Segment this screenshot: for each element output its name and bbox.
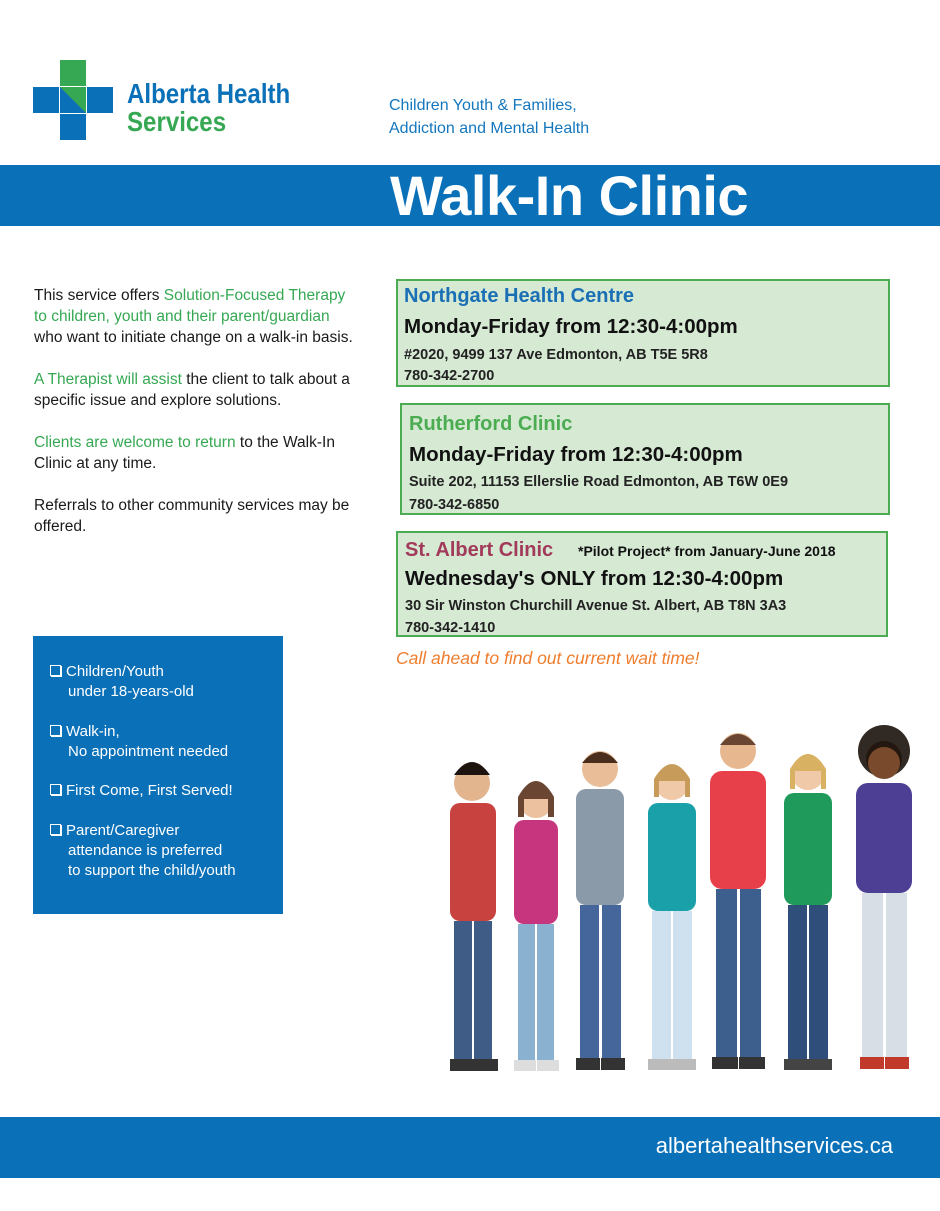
department-line2: Addiction and Mental Health xyxy=(389,120,590,137)
person-figure xyxy=(576,751,625,1070)
feature-line: Parent/Caregiver xyxy=(66,822,180,839)
intro-paragraph-2 xyxy=(34,369,354,411)
feature-line: Children/Youth xyxy=(66,663,164,680)
department-name xyxy=(389,94,589,140)
clinic-address: 30 Sir Winston Churchill Avenue St. Albert, AB T8N 3A3 xyxy=(405,598,787,614)
intro-p2-text: the client to talk about a specific issue and explore solutions. xyxy=(34,371,350,409)
department-line1: Children Youth & Families, xyxy=(389,97,577,114)
person-figure xyxy=(784,754,832,1070)
clinic-name: St. Albert Clinic xyxy=(405,539,554,561)
feature-line: No appointment needed xyxy=(68,743,229,760)
group-of-youth-image xyxy=(410,725,935,1080)
clinic-northgate xyxy=(396,279,890,387)
logo-wordmark xyxy=(127,80,290,136)
feature-item xyxy=(50,722,275,762)
feature-line: under 18-years-old xyxy=(68,683,194,700)
call-ahead-note: Call ahead to find out current wait time! xyxy=(396,648,700,668)
person-figure xyxy=(648,764,696,1070)
intro-p3-text: to the Walk-In Clinic at any time. xyxy=(34,434,335,472)
feature-line: to support the child/youth xyxy=(68,862,236,879)
logo-line1: Alberta Health xyxy=(127,78,291,109)
feature-item xyxy=(50,821,275,881)
intro-p1-highlight: Solution-Focused Therapy to children, youth and their parent/guardian xyxy=(34,287,346,325)
clinic-hours: Wednesday's ONLY from 12:30-4:00pm xyxy=(405,567,784,590)
clinic-address: #2020, 9499 137 Ave Edmonton, AB T5E 5R8 xyxy=(404,347,708,363)
clinic-hours: Monday-Friday from 12:30-4:00pm xyxy=(409,443,743,466)
feature-line: First Come, First Served! xyxy=(66,782,233,799)
person-figure xyxy=(856,725,912,1069)
clinic-phone[interactable]: 780-342-2700 xyxy=(404,368,495,384)
logo-line2: Services xyxy=(127,106,227,137)
checkbox-icon xyxy=(50,784,61,795)
features-box xyxy=(33,636,283,914)
clinic-note: *Pilot Project* from January-June 2018 xyxy=(578,543,836,559)
clinic-hours: Monday-Friday from 12:30-4:00pm xyxy=(404,315,738,338)
person-figure xyxy=(514,781,559,1071)
clinic-phone[interactable]: 780-342-1410 xyxy=(405,620,496,636)
feature-item xyxy=(50,662,275,702)
feature-line: attendance is preferred xyxy=(68,842,223,859)
page-title: Walk-In Clinic xyxy=(390,164,749,227)
intro-p2-highlight: A Therapist will assist xyxy=(34,371,182,388)
website-link[interactable]: albertahealthservices.ca xyxy=(655,1133,893,1158)
person-figure xyxy=(710,733,766,1069)
clinic-st-albert xyxy=(396,531,888,637)
alberta-health-cross-icon xyxy=(33,60,114,140)
checkbox-icon xyxy=(50,665,61,676)
feature-line: Walk-in, xyxy=(66,723,120,740)
intro-paragraph-3 xyxy=(34,432,354,474)
intro-p1-text-end: who want to initiate change on a walk-in basis. xyxy=(34,329,353,346)
clinic-name: Rutherford Clinic xyxy=(409,413,573,435)
checkbox-icon xyxy=(50,824,61,835)
person-figure xyxy=(450,762,498,1071)
intro-text xyxy=(34,285,354,558)
intro-paragraph-1 xyxy=(34,285,354,348)
intro-p3-highlight: Clients are welcome to return xyxy=(34,434,236,451)
clinic-rutherford xyxy=(400,403,890,515)
intro-paragraph-4: Referrals to other community services may be offered. xyxy=(34,497,350,535)
clinic-phone[interactable]: 780-342-6850 xyxy=(409,497,500,513)
checkbox-icon xyxy=(50,725,61,736)
intro-p1-text: This service offers xyxy=(34,287,164,304)
clinic-address: Suite 202, 11153 Ellerslie Road Edmonton, AB T6W 0E9 xyxy=(409,474,789,490)
clinic-name: Northgate Health Centre xyxy=(404,285,635,307)
feature-item xyxy=(50,781,275,801)
